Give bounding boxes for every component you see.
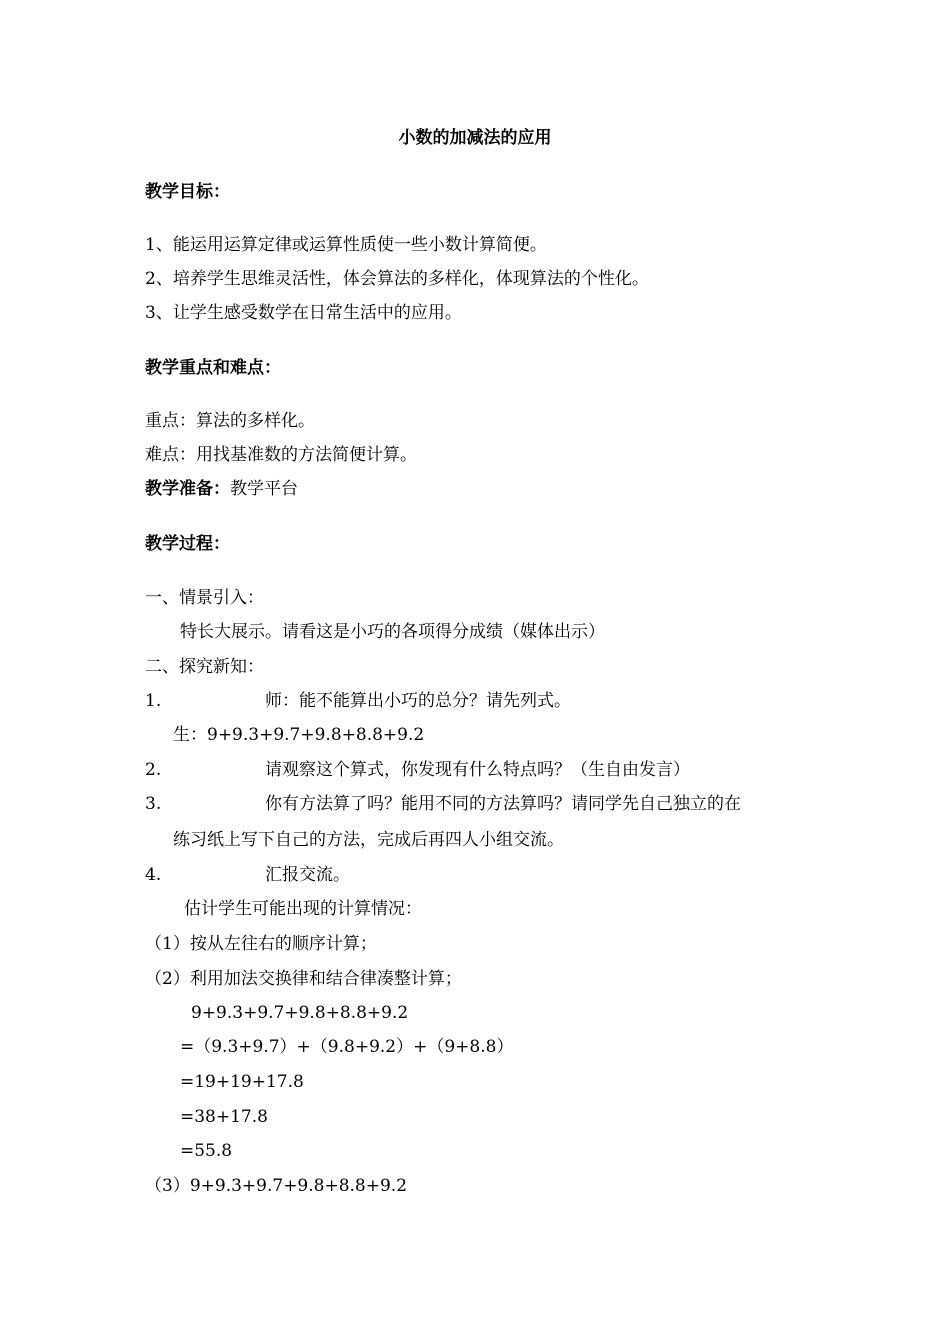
document-title: 小数的加减法的应用 [398, 128, 552, 148]
step-3 [145, 793, 741, 815]
step-2 [145, 759, 690, 781]
step-1 [145, 690, 571, 712]
step-text: 汇报交流。 [265, 865, 350, 885]
objective-item: 2、培养学生思维灵活性，体会算法的多样化，体现算法的个性化。 [145, 269, 649, 289]
estimate-text: 估计学生可能出现的计算情况： [184, 899, 422, 919]
step-text: 你有方法算了吗？能用不同的方法算吗？请同学先自己独立的在 [265, 794, 741, 814]
step-number: 3. [145, 794, 162, 814]
objectives-heading: 教学目标： [145, 182, 230, 202]
calc-line: =（9.3+9.7）+（9.8+9.2）+（9+8.8） [180, 1037, 514, 1057]
objective-item: 3、让学生感受数学在日常生活中的应用。 [145, 303, 462, 323]
section-heading: 二、探究新知： [145, 657, 264, 677]
difficulty-text: 难点：用找基准数的方法简便计算。 [145, 445, 417, 465]
section-heading: 一、情景引入： [145, 588, 264, 608]
process-heading: 教学过程： [145, 534, 230, 554]
step-text: 师：能不能算出小巧的总分？请先列式。 [265, 691, 571, 711]
calc-line: =55.8 [180, 1141, 233, 1161]
step-number: 1. [145, 691, 162, 711]
preparation-label: 教学准备： [145, 479, 230, 499]
step-number: 4. [145, 865, 162, 885]
step-text-continued: 练习纸上写下自己的方法，完成后再四人小组交流。 [173, 830, 564, 850]
case-3: （3）9+9.3+9.7+9.8+8.8+9.2 [145, 1176, 408, 1196]
step-answer: 生：9+9.3+9.7+9.8+8.8+9.2 [173, 725, 425, 745]
keypoint-text: 重点：算法的多样化。 [145, 411, 315, 431]
keypoints-heading: 教学重点和难点： [145, 358, 281, 378]
preparation-value: 教学平台 [230, 479, 298, 499]
calc-line: 9+9.3+9.7+9.8+8.8+9.2 [191, 1003, 409, 1023]
case-1: （1）按从左往右的顺序计算； [145, 934, 377, 954]
step-4 [145, 864, 350, 886]
step-number: 2. [145, 760, 162, 780]
preparation-line [145, 478, 298, 500]
calc-line: =19+19+17.8 [180, 1072, 304, 1092]
case-2: （2）利用加法交换律和结合律凑整计算； [145, 969, 462, 989]
section-text: 特长大展示。请看这是小巧的各项得分成绩（媒体出示） [180, 622, 605, 642]
objective-item: 1、能运用运算定律或运算性质使一些小数计算简便。 [145, 235, 547, 255]
calc-line: =38+17.8 [180, 1107, 268, 1127]
step-text: 请观察这个算式，你发现有什么特点吗？（生自由发言） [265, 760, 690, 780]
